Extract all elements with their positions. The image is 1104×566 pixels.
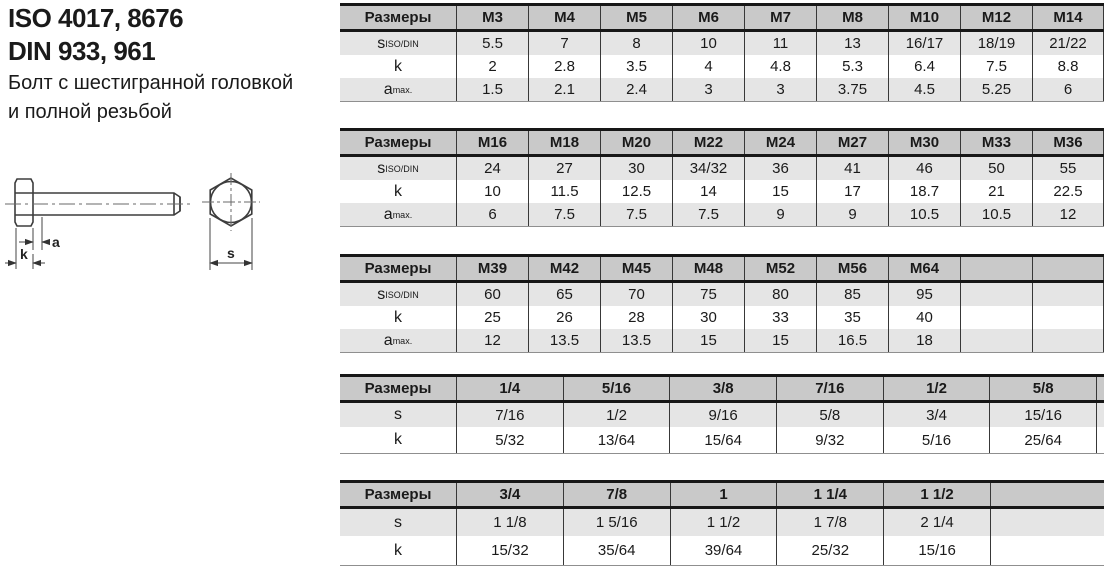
table-cell: 21 <box>960 180 1032 203</box>
table-row <box>340 427 1104 453</box>
table-cell: 1 1/8 <box>456 509 563 536</box>
row-label: k <box>394 431 402 448</box>
row-label: s ISO/DIN <box>377 159 419 177</box>
table-header-row <box>340 254 1104 283</box>
table-cell: 18 <box>888 329 960 352</box>
table-cell: 24 <box>456 157 528 180</box>
table-cell: 8.8 <box>1032 55 1104 78</box>
table-cell: 13 <box>816 32 888 55</box>
table-header-row <box>340 128 1104 157</box>
table-cell <box>990 509 1104 536</box>
table-cell: 7/16 <box>456 403 563 427</box>
column-header: 5/16 <box>563 377 670 400</box>
table-row <box>340 32 1104 55</box>
column-header: M56 <box>816 257 888 280</box>
table-cell: 4.8 <box>744 55 816 78</box>
table-corner-label: Размеры <box>364 486 432 503</box>
table-cell: 1.5 <box>456 78 528 101</box>
table-cell: 50 <box>960 157 1032 180</box>
table-cell: 27 <box>528 157 600 180</box>
table-cell: 9/16 <box>669 403 776 427</box>
column-header <box>1096 377 1104 400</box>
table-cell: 39/64 <box>670 536 777 565</box>
column-header: M5 <box>600 6 672 29</box>
table-cell: 2.4 <box>600 78 672 101</box>
column-header: M45 <box>600 257 672 280</box>
dimension-a-label: a <box>52 234 60 250</box>
table-cell: 26 <box>528 306 600 329</box>
table-cell: 15/16 <box>883 536 990 565</box>
column-header: M7 <box>744 6 816 29</box>
column-header: M30 <box>888 131 960 154</box>
table-cell <box>1032 306 1104 329</box>
table-cell: 55 <box>1032 157 1104 180</box>
column-header <box>990 483 1104 506</box>
column-header: M20 <box>600 131 672 154</box>
table-cell: 1/2 <box>563 403 670 427</box>
table-cell: 36 <box>744 157 816 180</box>
table-cell: 5/32 <box>456 427 563 453</box>
table-cell: 15/32 <box>456 536 563 565</box>
end-view-centerlines <box>202 173 260 231</box>
table-cell: 1 1/2 <box>670 509 777 536</box>
table-cell: 8 <box>600 32 672 55</box>
table-corner-label: Размеры <box>364 380 432 397</box>
table-row <box>340 329 1104 352</box>
table-cell: 30 <box>600 157 672 180</box>
column-header: 5/8 <box>989 377 1096 400</box>
column-header: M4 <box>528 6 600 29</box>
table-cell: 2 1/4 <box>883 509 990 536</box>
table-cell: 7.5 <box>600 203 672 226</box>
table-cell <box>960 329 1032 352</box>
product-description-line2: и полной резьбой <box>8 101 172 123</box>
table-cell: 1 7/8 <box>776 509 883 536</box>
table-cell: 34/32 <box>672 157 744 180</box>
table-cell: 25 <box>456 306 528 329</box>
column-header: M64 <box>888 257 960 280</box>
table-cell: 2 <box>456 55 528 78</box>
table-cell: 5.5 <box>456 32 528 55</box>
table-cell: 35 <box>816 306 888 329</box>
table-cell <box>960 306 1032 329</box>
table-cell <box>1032 283 1104 306</box>
table-row <box>340 78 1104 101</box>
table-corner-label: Размеры <box>364 134 432 151</box>
row-label-subscript: ISO/DIN <box>385 39 419 49</box>
table-cell: 21/22 <box>1032 32 1104 55</box>
bolt-side-view <box>15 179 180 226</box>
table-cell: 3.75 <box>816 78 888 101</box>
table-cell: 2.1 <box>528 78 600 101</box>
row-label: k <box>394 308 402 326</box>
row-label: k <box>394 182 402 200</box>
table-cell: 16.5 <box>816 329 888 352</box>
column-header: 1 1/2 <box>883 483 990 506</box>
column-header: M10 <box>888 6 960 29</box>
column-header: 1/2 <box>883 377 990 400</box>
standard-iso: ISO 4017, 8676 <box>8 3 184 33</box>
column-header: 1 <box>670 483 777 506</box>
table-cell: 35/64 <box>563 536 670 565</box>
table-cell: 80 <box>744 283 816 306</box>
size-table-m39-m64 <box>340 254 1104 353</box>
table-cell: 5/16 <box>883 427 990 453</box>
row-label-subscript: max. <box>392 85 413 95</box>
table-cell: 10 <box>456 180 528 203</box>
table-cell: 85 <box>816 283 888 306</box>
table-cell: 5.3 <box>816 55 888 78</box>
title-block <box>8 2 338 126</box>
row-label-subscript: ISO/DIN <box>385 164 419 174</box>
column-header: M42 <box>528 257 600 280</box>
table-cell <box>990 536 1104 565</box>
dimension-k-label: k <box>20 246 28 262</box>
table-corner-label: Размеры <box>364 9 432 26</box>
table-cell: 15 <box>672 329 744 352</box>
column-header: M3 <box>456 6 528 29</box>
table-cell: 5.25 <box>960 78 1032 101</box>
table-cell: 70 <box>600 283 672 306</box>
dimension-s-label: s <box>227 245 235 261</box>
size-table-m3-m14 <box>340 3 1104 102</box>
column-header: M16 <box>456 131 528 154</box>
table-cell: 3 <box>744 78 816 101</box>
table-cell: 9 <box>744 203 816 226</box>
table-row <box>340 203 1104 226</box>
row-label: k <box>394 541 402 559</box>
row-label: k <box>394 57 402 75</box>
column-header: M18 <box>528 131 600 154</box>
table-cell: 15 <box>744 329 816 352</box>
table-cell: 10.5 <box>960 203 1032 226</box>
column-header: 7/16 <box>776 377 883 400</box>
table-cell: 25/64 <box>989 427 1096 453</box>
table-cell: 13.5 <box>600 329 672 352</box>
column-header: M14 <box>1032 6 1104 29</box>
column-header: M39 <box>456 257 528 280</box>
table-cell: 25/32 <box>776 536 883 565</box>
column-header: 3/4 <box>456 483 563 506</box>
table-cell <box>1096 427 1104 453</box>
table-row <box>340 283 1104 306</box>
table-cell: 13.5 <box>528 329 600 352</box>
table-row <box>340 180 1104 203</box>
table-cell: 28 <box>600 306 672 329</box>
table-cell: 22.5 <box>1032 180 1104 203</box>
size-table-inch-small <box>340 374 1104 454</box>
row-label-subscript: ISO/DIN <box>385 290 419 300</box>
table-cell: 18.7 <box>888 180 960 203</box>
standard-din: DIN 933, 961 <box>8 36 156 66</box>
table-cell: 4 <box>672 55 744 78</box>
row-label: a max. <box>383 205 413 223</box>
table-cell: 2.8 <box>528 55 600 78</box>
size-table-inch-large <box>340 480 1104 566</box>
table-cell: 9/32 <box>776 427 883 453</box>
table-cell: 7.5 <box>672 203 744 226</box>
table-cell: 95 <box>888 283 960 306</box>
column-header: M6 <box>672 6 744 29</box>
column-header: M24 <box>744 131 816 154</box>
row-label: s ISO/DIN <box>377 34 419 52</box>
table-cell: 7.5 <box>960 55 1032 78</box>
table-cell <box>1032 329 1104 352</box>
table-cell: 41 <box>816 157 888 180</box>
column-header: M22 <box>672 131 744 154</box>
column-header: M27 <box>816 131 888 154</box>
column-header: 3/8 <box>669 377 776 400</box>
table-cell: 11 <box>744 32 816 55</box>
table-cell: 40 <box>888 306 960 329</box>
table-cell: 3/4 <box>883 403 990 427</box>
table-cell: 10.5 <box>888 203 960 226</box>
table-header-row <box>340 3 1104 32</box>
table-cell: 15 <box>744 180 816 203</box>
product-description-line1: Болт с шестигранной головкой <box>8 72 294 94</box>
table-cell: 15/16 <box>989 403 1096 427</box>
table-header-row <box>340 374 1104 403</box>
row-label-subscript: max. <box>392 210 413 220</box>
table-cell: 12.5 <box>600 180 672 203</box>
table-header-row <box>340 480 1104 509</box>
table-corner-label: Размеры <box>364 260 432 277</box>
row-label: a max. <box>383 80 413 98</box>
column-header: M52 <box>744 257 816 280</box>
table-cell: 33 <box>744 306 816 329</box>
table-cell: 75 <box>672 283 744 306</box>
table-cell: 10 <box>672 32 744 55</box>
table-cell: 3.5 <box>600 55 672 78</box>
table-cell: 16/17 <box>888 32 960 55</box>
column-header: M8 <box>816 6 888 29</box>
column-header <box>1032 257 1104 280</box>
table-cell: 7 <box>528 32 600 55</box>
table-cell: 5/8 <box>776 403 883 427</box>
table-cell: 12 <box>1032 203 1104 226</box>
row-label-subscript: max. <box>392 336 413 346</box>
row-label: a max. <box>383 331 413 349</box>
column-header: 1 1/4 <box>776 483 883 506</box>
table-cell <box>960 283 1032 306</box>
table-cell: 65 <box>528 283 600 306</box>
column-header: 1/4 <box>456 377 563 400</box>
table-cell: 17 <box>816 180 888 203</box>
column-header <box>960 257 1032 280</box>
row-label: s <box>394 406 402 423</box>
row-label: s <box>394 513 402 531</box>
table-cell: 9 <box>816 203 888 226</box>
table-cell: 11.5 <box>528 180 600 203</box>
table-row <box>340 509 1104 536</box>
table-cell: 14 <box>672 180 744 203</box>
table-cell <box>1096 403 1104 427</box>
table-cell: 3 <box>672 78 744 101</box>
table-cell: 18/19 <box>960 32 1032 55</box>
table-cell: 7.5 <box>528 203 600 226</box>
table-cell: 13/64 <box>563 427 670 453</box>
table-cell: 60 <box>456 283 528 306</box>
column-header: M12 <box>960 6 1032 29</box>
table-cell: 6 <box>1032 78 1104 101</box>
table-row <box>340 536 1104 565</box>
table-row <box>340 157 1104 180</box>
table-row <box>340 403 1104 427</box>
column-header: M33 <box>960 131 1032 154</box>
row-label: s ISO/DIN <box>377 285 419 303</box>
bolt-technical-drawing <box>2 166 282 326</box>
table-cell: 6 <box>456 203 528 226</box>
table-cell: 30 <box>672 306 744 329</box>
table-cell: 46 <box>888 157 960 180</box>
table-row <box>340 306 1104 329</box>
table-row <box>340 55 1104 78</box>
table-cell: 4.5 <box>888 78 960 101</box>
column-header: M36 <box>1032 131 1104 154</box>
table-cell: 12 <box>456 329 528 352</box>
column-header: M48 <box>672 257 744 280</box>
table-cell: 1 5/16 <box>563 509 670 536</box>
table-cell: 15/64 <box>669 427 776 453</box>
size-table-m16-m36 <box>340 128 1104 227</box>
column-header: 7/8 <box>563 483 670 506</box>
table-cell: 6.4 <box>888 55 960 78</box>
